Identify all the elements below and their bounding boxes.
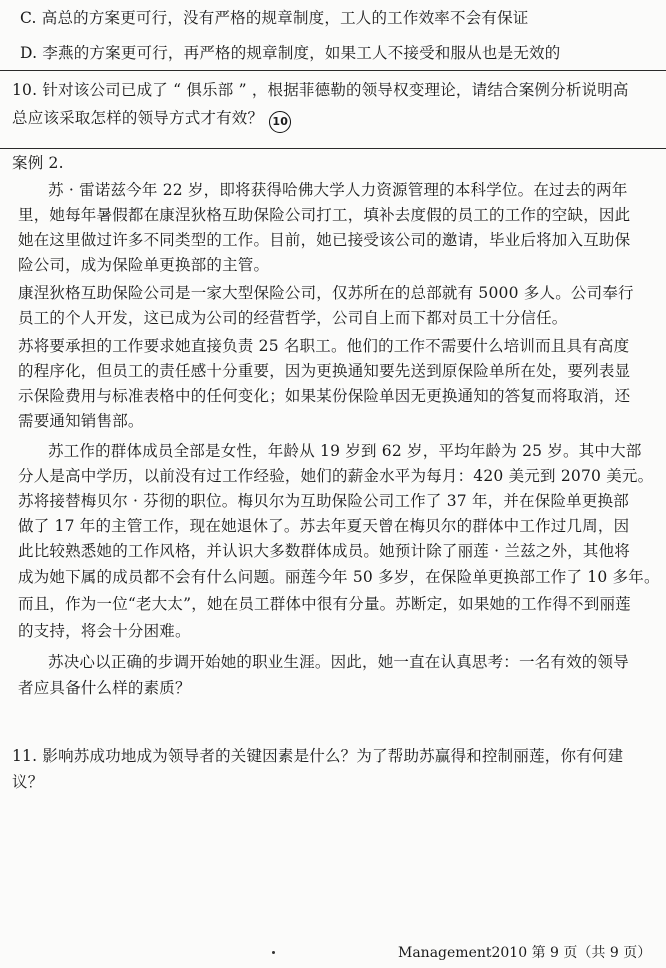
question-11-line-2: 议？ — [12, 773, 44, 791]
case-line: 而且，作为一位“老大太”，她在员工群体中很有分量。苏断定，如果她的工作得不到丽莲 — [18, 595, 631, 613]
case-line: 的支持，将会十分困难。 — [18, 622, 191, 640]
question-10-text: 总应该采取怎样的领导方式才有效？ — [12, 109, 264, 127]
option-c: C. 高总的方案更可行，没有严格的规章制度，工人的工作效率不会有保证 — [20, 9, 529, 27]
scan-speck — [272, 951, 275, 954]
case-line: 需要通知销售部。 — [18, 412, 144, 430]
question-11-line-1: 11. 影响苏成功地成为领导者的关键因素是什么？为了帮助苏赢得和控制丽莲，你有何建 — [12, 747, 624, 765]
case-line: 康涅狄格互助保险公司是一家大型保险公司，仅苏所在的总部就有 5000 多人。公司奉行 — [18, 284, 634, 302]
case-line: 做了 17 年的主管工作，现在她退休了。苏去年夏天曾在梅贝尔的群体中工作过几周，因 — [18, 517, 630, 535]
case-line: 苏决心以正确的步调开始她的职业生涯。因此，她一直在认真思考：一名有效的领导 — [48, 653, 629, 671]
divider-top — [0, 70, 666, 71]
divider-case — [0, 148, 666, 149]
case-line: 分人是高中学历，以前没有过工作经验，她们的薪金水平为每月：420 美元到 2070 美元。 — [18, 467, 654, 485]
case-line: 苏工作的群体成员全部是女性，年龄从 19 岁到 62 岁，平均年龄为 25 岁。其中大部 — [48, 442, 642, 460]
case-line: 苏将要承担的工作要求她直接负责 25 名职工。他们的工作不需要什么培训而且具有高度 — [18, 337, 630, 355]
handwritten-score-mark: 10 — [269, 111, 291, 133]
page-footer: Management2010 第 9 页（共 9 页） — [398, 945, 652, 961]
case-line: 示保险费用与标准表格中的任何变化；如果某份保险单因无更换通知的答复而将取消，还 — [18, 387, 631, 405]
case-line: 员工的个人开发，这已成为公司的经营哲学，公司自上而下都对员工十分信任。 — [18, 309, 568, 327]
option-d: D. 李燕的方案更可行，再严格的规章制度，如果工人不接受和服从也是无效的 — [20, 44, 561, 62]
case-line: 苏 · 雷诺兹今年 22 岁，即将获得哈佛大学人力资源管理的本科学位。在过去的两年 — [48, 181, 628, 199]
case-line: 成为她下属的成员都不会有什么问题。丽莲今年 50 多岁，在保险单更换部工作了 10 多年。 — [18, 568, 660, 586]
case-2-heading: 案例 2. — [12, 154, 64, 172]
case-line: 此比较熟悉她的工作风格，并认识大多数群体成员。她预计除了丽莲 · 兰兹之外，其他将 — [18, 542, 630, 560]
case-line: 她在这里做过许多不同类型的工作。目前，她已接受该公司的邀请，毕业后将加入互助保 — [18, 231, 631, 249]
case-line: 险公司，成为保险单更换部的主管。 — [18, 256, 270, 274]
question-10-line-1: 10. 针对该公司已成了 “ 俱乐部 ” ，根据菲德勒的领导权变理论，请结合案例分析说明高 — [12, 81, 629, 99]
case-line: 里，她每年暑假都在康涅狄格互助保险公司打工，填补去度假的员工的工作的空缺，因此 — [18, 206, 631, 224]
case-line: 的程序化，但员工的责任感十分重要，因为更换通知要先送到原保险单所在处，要列表显 — [18, 362, 631, 380]
question-10-line-2 — [12, 108, 291, 133]
case-line: 者应具备什么样的素质？ — [18, 679, 191, 697]
case-line: 苏将接替梅贝尔 · 芬彻的职位。梅贝尔为互助保险公司工作了 37 年，并在保险单更换部 — [18, 492, 629, 510]
